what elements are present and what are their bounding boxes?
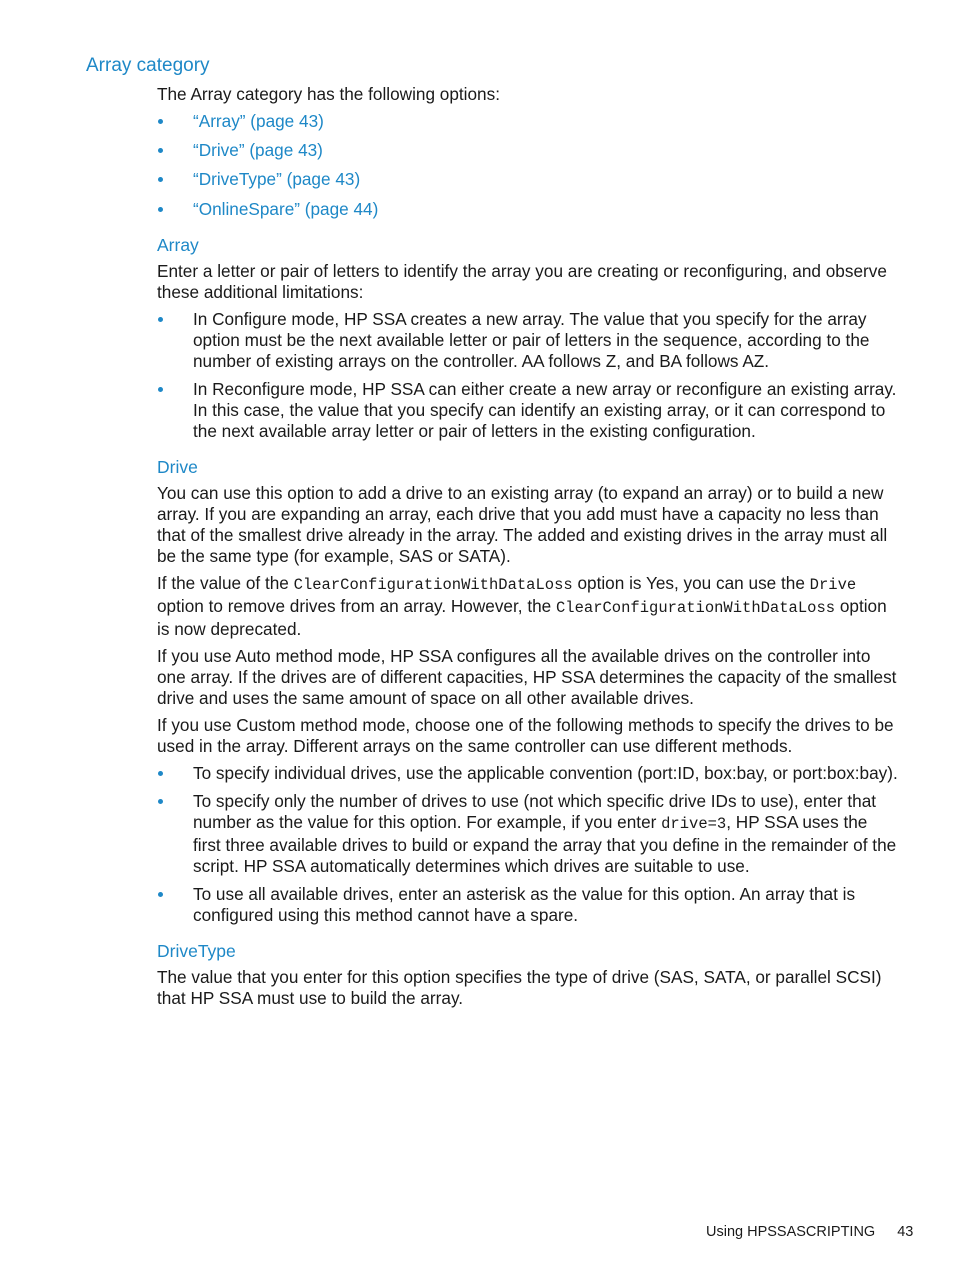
code-drive-3: drive=3 — [661, 814, 727, 833]
code-clearconfig-1: ClearConfigurationWithDataLoss — [293, 575, 573, 594]
drive-paragraph-3: If you use Auto method mode, HP SSA configures all the available drives on the controller into one array. If the drives are of different capacities, HP SSA determines the capacity of the smallest drive and uses the same amount of space on all other available drives. — [157, 645, 897, 708]
list-item — [157, 169, 899, 190]
footer-title: Using HPSSASCRIPTING — [706, 1224, 876, 1240]
drive-paragraph-1: You can use this option to add a drive to an existing array (to expand an array) or to build a new array. If you are expanding an array, each drive that you add must have a capacity no less than that of the smallest drive already in the array. The added and existing drives in the array must all be the same type (for example, SAS or SATA). — [157, 482, 888, 566]
bullet-icon — [158, 892, 163, 897]
array-heading: Array — [157, 234, 199, 255]
list-item — [157, 140, 899, 161]
drive-bullet-all: To use all available drives, enter an asterisk as the value for this option. An array that is configured using this method cannot have a spare. — [193, 883, 856, 925]
drivetype-paragraph: The value that you enter for this option specifies the type of drive (SAS, SATA, or parallel SCSI) that HP SSA must use to build the array. — [157, 966, 882, 1008]
drive-b2-text-1: To specify only the number of drives to use (not which specific drive IDs to use), enter that number as the value for this option. For example, if you enter — [193, 790, 877, 832]
bullet-icon — [158, 317, 163, 322]
bullet-icon — [158, 771, 163, 776]
options-link-list — [157, 111, 899, 220]
page-footer — [706, 1222, 913, 1242]
bullet-icon — [158, 207, 163, 212]
link-array[interactable]: “Array” (page 43) — [193, 111, 324, 131]
bullet-icon — [158, 177, 163, 182]
drive-p2-text-1: If the value of the — [157, 572, 294, 593]
link-drive[interactable]: “Drive” (page 43) — [193, 140, 323, 161]
drive-bullet-individual: To specify individual drives, use the applicable convention (port:ID, box:bay, or port:box:bay). — [193, 762, 898, 783]
bullet-icon — [158, 387, 163, 392]
drive-p2-text-2: option is Yes, you can use the — [572, 572, 810, 593]
list-item — [157, 111, 899, 132]
drive-paragraph-4: If you use Custom method mode, choose one of the following methods to specify the drives to be used in the array. Different arrays on the same controller can use different methods. — [157, 714, 894, 756]
bullet-icon — [158, 799, 163, 804]
drive-p2-text-4: option is now deprecated. — [157, 595, 887, 639]
bullet-icon — [158, 119, 163, 124]
list-item — [157, 763, 899, 784]
array-bullet-configure: In Configure mode, HP SSA creates a new array. The value that you specify for the array option must be the next available letter or pair of letters in the sequence, according to the number of existing arrays on the controller. AA follows Z, and BA follows AZ. — [193, 308, 870, 371]
content-body — [157, 84, 899, 1015]
list-item — [157, 199, 899, 220]
list-item — [157, 379, 899, 442]
list-item — [157, 884, 899, 926]
section-title: Array category — [86, 55, 210, 76]
code-clearconfig-2: ClearConfigurationWithDataLoss — [556, 598, 836, 617]
drive-p2-text-3: option to remove drives from an array. However, the — [157, 595, 556, 616]
array-paragraph: Enter a letter or pair of letters to identify the array you are creating or reconfiguring, and observe these additional limitations: — [157, 260, 887, 302]
array-bullet-reconfigure: In Reconfigure mode, HP SSA can either create a new array or reconfigure an existing array. In this case, the value that you specify can identify an existing array, or it can correspond to the next available array letter or pair of letters in the existing configuration. — [193, 378, 897, 441]
link-onlinespare[interactable]: “OnlineSpare” (page 44) — [193, 198, 379, 219]
drive-b2-text-2: , HP SSA uses the first three available drives to build or expand the array that you define in the remainder of the script. HP SSA automatically determines which drives are suitable to use. — [193, 811, 897, 876]
page-number: 43 — [897, 1224, 914, 1240]
drive-bullet-number — [193, 791, 896, 876]
drive-paragraph-2 — [157, 573, 899, 640]
list-item — [157, 791, 899, 877]
drive-heading: Drive — [157, 456, 198, 477]
array-bullet-list — [157, 309, 899, 442]
list-item — [157, 309, 899, 372]
drive-bullet-list — [157, 763, 899, 926]
link-drivetype[interactable]: “DriveType” (page 43) — [193, 169, 361, 190]
bullet-icon — [158, 148, 163, 153]
intro-paragraph: The Array category has the following options: — [157, 84, 500, 104]
code-drive: Drive — [809, 575, 857, 594]
drivetype-heading: DriveType — [157, 940, 236, 961]
